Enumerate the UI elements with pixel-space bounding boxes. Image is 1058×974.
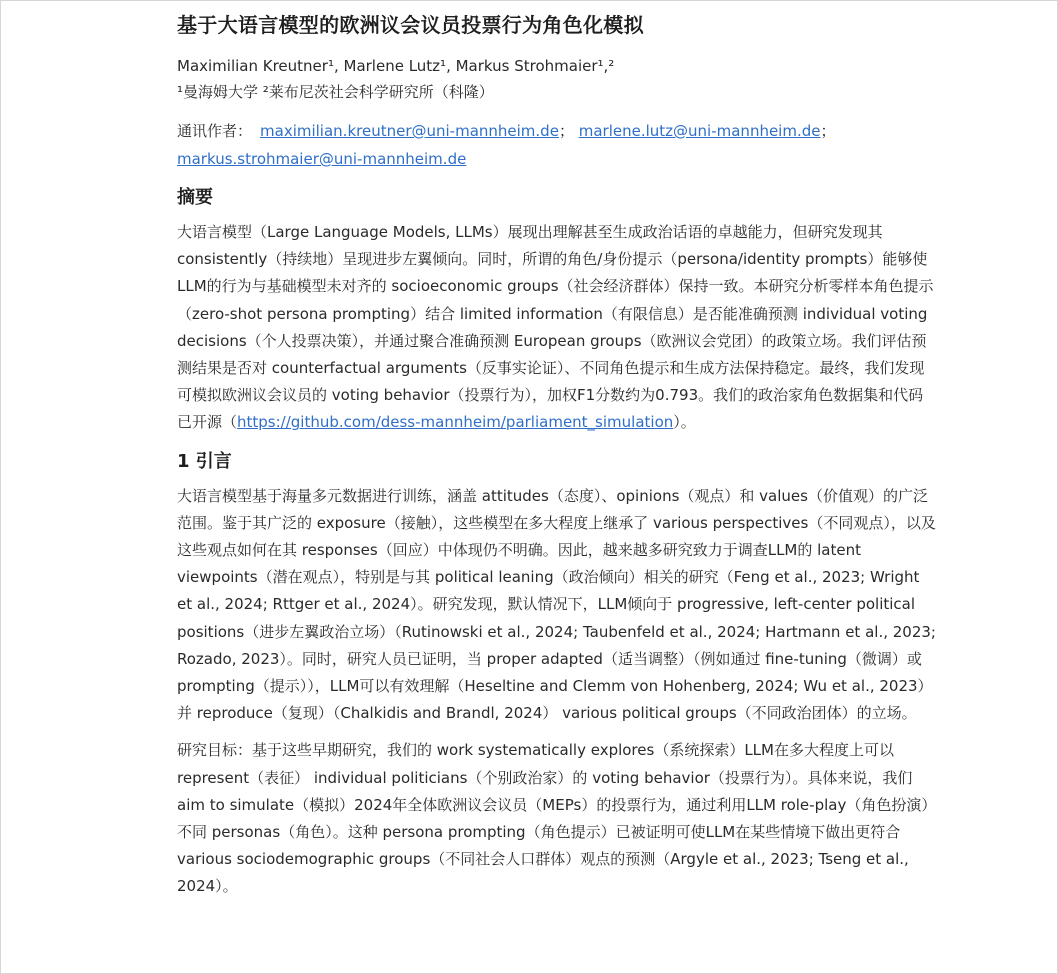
email-link-kreutner[interactable]: maximilian.kreutner@uni-mannheim.de — [260, 122, 559, 140]
abstract-heading: 摘要 — [177, 187, 213, 208]
intro-paragraph-1: 大语言模型基于海量多元数据进行训练，涵盖 attitudes（态度）、opinions（观点）和 values（价值观）的广泛范围。鉴于其广泛的 exposure（接触），这些模型在多大程度上继承了 various perspectives（不同观点），以及这些观点如何在其 responses（回应）中体现仍不明确。因此，越来越多研究致力于调查LLM的 latent viewpoints（潜在观点），特别是与其 political leaning（政治倾向）相关的研究（Feng et al., 2023; Wright et al., 2024; Rttger et al., 2024）。研究发现，默认情况下，LLM倾向于 progressive, left-center political positions（进步左翼政治立场）（Rutinowski et al., 2024; Taubenfeld et al., 2024; Hartmann et al., 2023; Rozado, 2023）。同时，研究人员已证明，当 proper adapted（适当调整）（例如通过 fine-tuning（微调）或 prompting（提示）），LLM可以有效理解（Heseltine and Clemm von Hohenberg, 2024; Wu et al., 2023）并 reproduce（复现）（Chalkidis and Brandl, 2024） various political groups（不同政治团体）的立场。 — [177, 486, 936, 723]
section-heading-introduction: 1 引言 — [177, 450, 232, 472]
affiliations: ¹曼海姆大学 ²莱布尼茨社会科学研究所（科隆） — [177, 83, 494, 101]
abstract-text: 大语言模型（Large Language Models, LLMs）展现出理解甚至生成政治话语的卓越能力，但研究发现其 consistently（持续地）呈现进步左翼倾向。同时，所谓的角色/身份提示（persona/identity prompts）能够使LLM的行为与基础模型未对齐的 socioeconomic groups（社会经济群体）保持一致。本研究分析零样本角色提示（zero-shot persona prompting）结合 limited information（有限信息）是否能准确预测 individual voting decisions（个人投票决策），并通过聚合准确预测 European groups（欧洲议会党团）的政策立场。我们评估预测结果是否对 counterfactual arguments（反事实论证）、不同角色提示和生成方法保持稳定。最终，我们发现可模拟欧洲议会议员的 voting behavior（投票行为），加权F1分数约为0.793。我们的政治家角色数据集和代码已开源（ — [177, 223, 934, 432]
email-link-strohmaier[interactable]: markus.strohmaier@uni-mannheim.de — [177, 150, 467, 168]
intro-paragraph-2: 研究目标：基于这些早期研究，我们的 work systematically explores（系统探索）LLM在多大程度上可以 represent（表征） individual politicians（个别政治家）的 voting behavior（投票行为）。具体来说，我们 aim to simulate（模拟）2024年全体欧洲议会议员（MEPs）的投票行为，通过利用LLM role-play（角色扮演）不同 personas（角色）。这种 persona prompting（角色提示）已被证明可使LLM在某些情境下做出更符合 various sociodemographic groups（不同社会人口群体）观点的预测（Argyle et al., 2023; Tseng et al., 2024）。 — [177, 741, 937, 896]
correspondence-label: 通讯作者： — [177, 122, 253, 140]
email-link-lutz[interactable]: marlene.lutz@uni-mannheim.de — [578, 122, 821, 140]
github-link[interactable]: https://github.com/dess-mannheim/parliament_simulation — [237, 413, 674, 432]
abstract-text-end: ）。 — [673, 413, 696, 432]
correspondence — [177, 117, 937, 173]
paper-content — [177, 9, 937, 901]
author-list: Maximilian Kreutner¹, Marlene Lutz¹, Markus Strohmaier¹,² — [177, 57, 615, 75]
email-separator: ； — [558, 122, 574, 140]
paper-title: 基于大语言模型的欧洲议会议员投票行为角色化模拟 — [177, 13, 644, 37]
email-separator: ； — [820, 122, 836, 140]
abstract-paragraph — [177, 219, 937, 437]
